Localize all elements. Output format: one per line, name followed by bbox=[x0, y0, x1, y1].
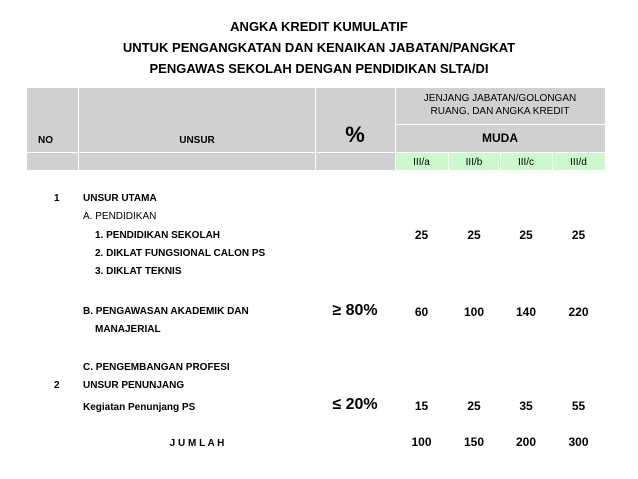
header-no: NO bbox=[38, 135, 53, 146]
pendidikan-item: 3. DIKLAT TEKNIS bbox=[95, 266, 182, 277]
pengembangan-label: C. PENGEMBANGAN PROFESI bbox=[83, 362, 230, 373]
pengawasan-value: 220 bbox=[568, 305, 589, 319]
jumlah-value: 300 bbox=[568, 435, 589, 449]
header-divider bbox=[395, 124, 605, 125]
pendidikan-value: 25 bbox=[571, 228, 586, 242]
jumlah-value: 200 bbox=[515, 435, 537, 449]
pengawasan-label-cont: MANAJERIAL bbox=[95, 324, 161, 335]
pengawasan-value: 140 bbox=[515, 305, 537, 319]
header-unsur: UNSUR bbox=[179, 135, 215, 146]
row-number: 1 bbox=[54, 193, 60, 204]
title-line-3: PENGAWAS SEKOLAH DENGAN PENDIDIKAN SLTA/DI bbox=[149, 61, 489, 76]
header-divider bbox=[78, 88, 79, 170]
penunjang-value: 35 bbox=[519, 399, 533, 413]
header-divider bbox=[27, 152, 605, 153]
grade-header: III/c bbox=[517, 157, 535, 168]
header-percent: % bbox=[345, 122, 365, 147]
pendidikan-item: 2. DIKLAT FUNGSIONAL CALON PS bbox=[95, 248, 266, 259]
pengawasan-value: 60 bbox=[414, 305, 429, 319]
header-jenjang-line2: RUANG, DAN ANGKA KREDIT bbox=[430, 106, 570, 117]
jumlah-label: J U M L A H bbox=[169, 438, 225, 449]
header-background-grades bbox=[27, 152, 395, 170]
pengawasan-value: 100 bbox=[463, 305, 485, 319]
pendidikan-label: A. PENDIDIKAN bbox=[83, 211, 157, 222]
row-number: 2 bbox=[54, 380, 60, 391]
jumlah-value: 100 bbox=[411, 435, 432, 449]
pendidikan-item: 1. PENDIDIKAN SEKOLAH bbox=[95, 230, 221, 241]
penunjang-value: 15 bbox=[414, 399, 429, 413]
unsur-penunjang-label: UNSUR PENUNJANG bbox=[83, 380, 185, 391]
pendidikan-value: 25 bbox=[519, 228, 533, 242]
jumlah-value: 150 bbox=[463, 435, 485, 449]
title-line-1: ANGKA KREDIT KUMULATIF bbox=[230, 19, 408, 34]
unsur-utama-label: UNSUR UTAMA bbox=[83, 193, 157, 204]
grade-header: III/a bbox=[413, 157, 430, 168]
title-line-2: UNTUK PENGANGKATAN DAN KENAIKAN JABATAN/PANGKAT bbox=[122, 40, 516, 55]
grade-header: III/b bbox=[465, 157, 483, 168]
penunjang-value: 55 bbox=[571, 399, 586, 413]
pengawasan-label: B. PENGAWASAN AKADEMIK DAN bbox=[83, 306, 249, 317]
kegiatan-label: Kegiatan Penunjang PS bbox=[83, 402, 196, 413]
utama-percent: ≥ 80% bbox=[332, 302, 378, 319]
pendidikan-value: 25 bbox=[414, 228, 429, 242]
header-muda: MUDA bbox=[482, 131, 518, 145]
pendidikan-value: 25 bbox=[467, 228, 481, 242]
header-jenjang-line1: JENJANG JABATAN/GOLONGAN bbox=[423, 93, 577, 104]
penunjang-percent: ≤ 20% bbox=[332, 396, 378, 413]
grade-header: III/d bbox=[570, 157, 587, 168]
penunjang-value: 25 bbox=[467, 399, 481, 413]
